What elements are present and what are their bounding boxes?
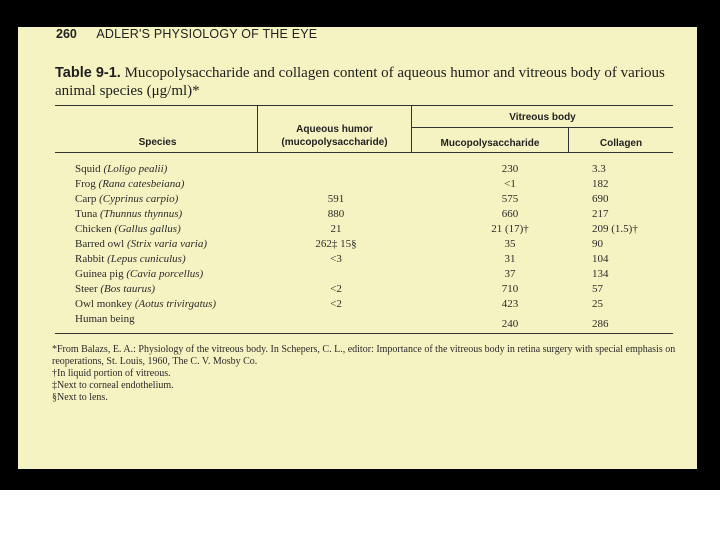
header-vitreous-body: Vitreous body	[509, 112, 576, 123]
header-bottom-rule	[55, 152, 673, 153]
vitreous-collagen-cell: 209 (1.5)†	[592, 223, 638, 235]
header-vitreous-mucopolysaccharide: Mucopolysaccharide	[440, 138, 540, 149]
footnote-section: §Next to lens.	[52, 392, 108, 403]
vitreous-collagen-cell: 25	[592, 298, 603, 310]
species-cell: Rabbit (Lepus cuniculus)	[75, 253, 186, 265]
species-cell: Steer (Bos taurus)	[75, 283, 156, 295]
table-top-rule	[55, 105, 673, 106]
vitreous-collagen-cell: 217	[592, 208, 609, 220]
aqueous-cell: 591	[327, 193, 345, 205]
vitreous-mps-cell: 21 (17)†	[491, 223, 529, 235]
species-cell: Human being	[75, 313, 135, 325]
aqueous-cell: 262‡ 15§	[315, 238, 357, 250]
vitreous-mps-cell: 230	[501, 163, 519, 175]
species-cell: Squid (Loligo pealii)	[75, 163, 168, 175]
species-cell: Guinea pig (Cavia porcellus)	[75, 268, 204, 280]
vitreous-collagen-cell: 286	[592, 318, 609, 330]
table-caption	[55, 64, 665, 100]
vitreous-mps-cell: 35	[504, 238, 516, 250]
header-species: Species	[138, 137, 177, 148]
vitreous-collagen-cell: 57	[592, 283, 603, 295]
header-aqueous-line1: Aqueous humor	[296, 124, 373, 135]
footnote-source: *From Balazs, E. A.: Physiology of the vitreous body. In Schepers, C. L., editor: Importance of the vitreous body in retina surgery with special emphasis on reoperations, St. Louis, 1960, The C. V. Mosby Co.	[52, 344, 676, 367]
vitreous-mps-cell: 37	[504, 268, 516, 280]
vitreous-collagen-cell: 3.3	[592, 163, 606, 175]
book-page	[18, 27, 697, 469]
species-cell: Chicken (Gallus gallus)	[75, 223, 181, 235]
vitreous-mps-cell: 660	[501, 208, 519, 220]
aqueous-cell: <3	[330, 253, 342, 265]
footnote-double-dagger: ‡Next to corneal endothelium.	[52, 380, 174, 391]
table-title: Mucopolysaccharide and collagen content of aqueous humor and vitreous body of various animal species (μg/ml)*	[55, 65, 665, 99]
vitreous-collagen-cell: 104	[592, 253, 609, 265]
vitreous-collagen-cell: 90	[592, 238, 603, 250]
header-vitreous-collagen: Collagen	[599, 138, 643, 149]
header-aqueous-line2: (mucopolysaccharide)	[281, 137, 388, 148]
footnotes	[52, 344, 682, 404]
vitreous-mps-cell: 240	[501, 318, 519, 330]
vitreous-collagen-cell: 182	[592, 178, 609, 190]
page-number: 260	[56, 27, 77, 41]
table-label: Table 9-1.	[55, 65, 121, 81]
vitreous-mps-cell: 423	[501, 298, 519, 310]
species-cell: Owl monkey (Aotus trivirgatus)	[75, 298, 217, 310]
aqueous-cell: 880	[327, 208, 345, 220]
species-cell: Tuna (Thunnus thynnus)	[75, 208, 183, 220]
species-cell: Carp (Cyprinus carpio)	[75, 193, 179, 205]
vitreous-mps-cell: <1	[504, 178, 516, 190]
vitreous-collagen-cell: 134	[592, 268, 609, 280]
vitreous-group-rule	[411, 127, 673, 128]
species-cell: Barred owl (Strix varia varia)	[75, 238, 207, 250]
table-bottom-rule	[55, 333, 673, 334]
book-title: ADLER'S PHYSIOLOGY OF THE EYE	[96, 27, 318, 41]
aqueous-cell: 21	[330, 223, 342, 235]
species-cell: Frog (Rana catesbeiana)	[75, 178, 185, 190]
footnote-dagger: †In liquid portion of vitreous.	[52, 368, 171, 379]
vitreous-mps-cell: 31	[504, 253, 516, 265]
vitreous-collagen-cell: 690	[592, 193, 609, 205]
vitreous-mps-cell: 575	[501, 193, 519, 205]
vitreous-mps-cell: 710	[501, 283, 519, 295]
page-header	[56, 27, 317, 41]
aqueous-cell: <2	[330, 298, 342, 310]
aqueous-cell: <2	[330, 283, 342, 295]
